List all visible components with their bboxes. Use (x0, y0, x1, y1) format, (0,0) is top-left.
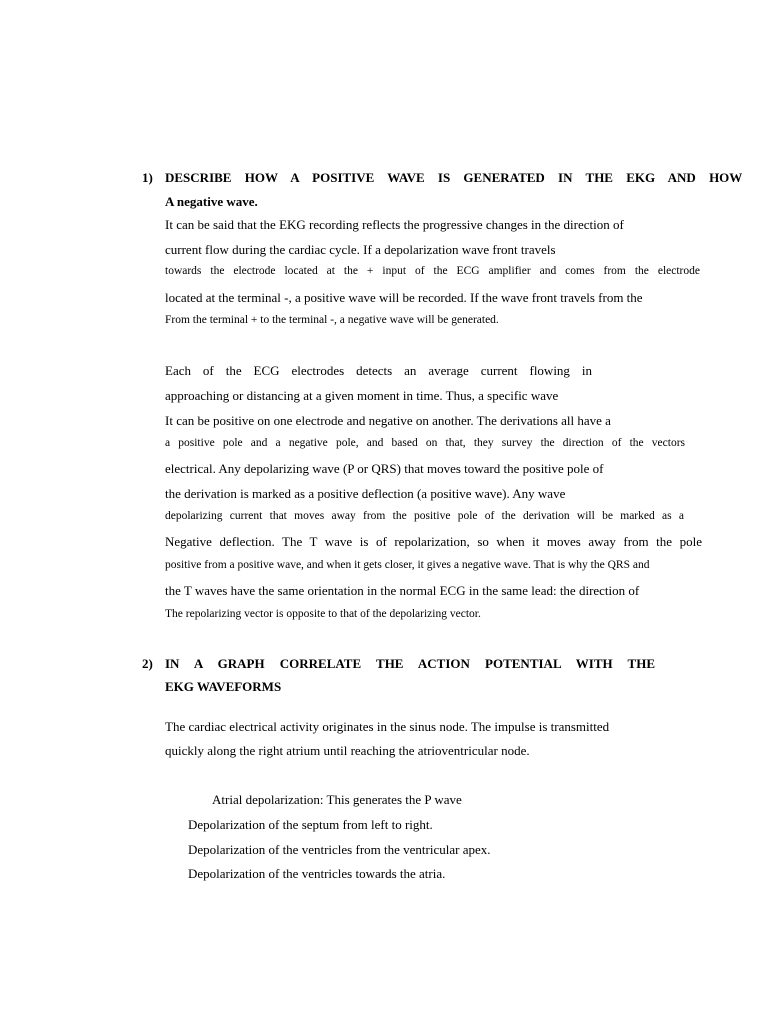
q1-p1-line: current flow during the cardiac cycle. If a depolarization wave front travels (165, 242, 556, 257)
q1-p1-line: located at the terminal -, a positive wave will be recorded. If the wave front travels from the (165, 290, 643, 305)
q1-p2-line: a positive pole and a negative pole, and based on that, they survey the direction of the vectors (165, 437, 685, 449)
q1-p2-line: electrical. Any depolarizing wave (P or QRS) that moves toward the positive pole of (165, 461, 604, 476)
q1-number: 1) (142, 170, 153, 185)
list-item: Depolarization of the septum from left to right. (188, 817, 433, 832)
list-item: Depolarization of the ventricles towards the atria. (188, 866, 446, 881)
q2-p-line: The cardiac electrical activity originates in the sinus node. The impulse is transmitted (165, 719, 610, 734)
q1-p2-line: Negative deflection. The T wave is of repolarization, so when it moves away from the pole (165, 534, 702, 549)
q1-p1-line: towards the electrode located at the + input of the ECG amplifier and comes from the electrode (165, 265, 700, 277)
q2-title-line-1: IN A GRAPH CORRELATE THE ACTION POTENTIAL WITH THE (165, 656, 655, 671)
q1-p2-line: Each of the ECG electrodes detects an average current flowing in (165, 363, 592, 378)
q1-title-text: DESCRIBE HOW A POSITIVE WAVE IS GENERATED IN THE EKG AND HOW (165, 170, 743, 185)
q1-p2-line: the T waves have the same orientation in the normal ECG in the same lead: the direction of (165, 583, 640, 598)
q1-p2-line: approaching or distancing at a given moment in time. Thus, a specific wave (165, 388, 559, 403)
q1-p1-line: It can be said that the EKG recording reflects the progressive changes in the direction of (165, 217, 624, 232)
q1-p2-line: depolarizing current that moves away from the positive pole of the derivation will be marked as a (165, 510, 684, 522)
q1-p2-line: the derivation is marked as a positive deflection (a positive wave). Any wave (165, 486, 566, 501)
list-item: Depolarization of the ventricles from the ventricular apex. (188, 842, 491, 857)
q2-number: 2) (142, 656, 153, 671)
q1-p2-line: It can be positive on one electrode and negative on another. The derivations all have a (165, 413, 611, 428)
q1-subtitle: A negative wave. (165, 194, 258, 209)
q2-p-line: quickly along the right atrium until reaching the atrioventricular node. (165, 743, 530, 758)
q2-title-line-2: EKG WAVEFORMS (165, 679, 282, 694)
list-item: Atrial depolarization: This generates the P wave (212, 792, 462, 807)
q1-p2-line: positive from a positive wave, and when it gets closer, it gives a negative wave. That is why the QRS and (165, 559, 650, 571)
q1-p1-line: From the terminal + to the terminal -, a negative wave will be generated. (165, 314, 499, 326)
q1-p2-line: The repolarizing vector is opposite to that of the depolarizing vector. (165, 608, 481, 620)
q1-title (165, 170, 758, 186)
